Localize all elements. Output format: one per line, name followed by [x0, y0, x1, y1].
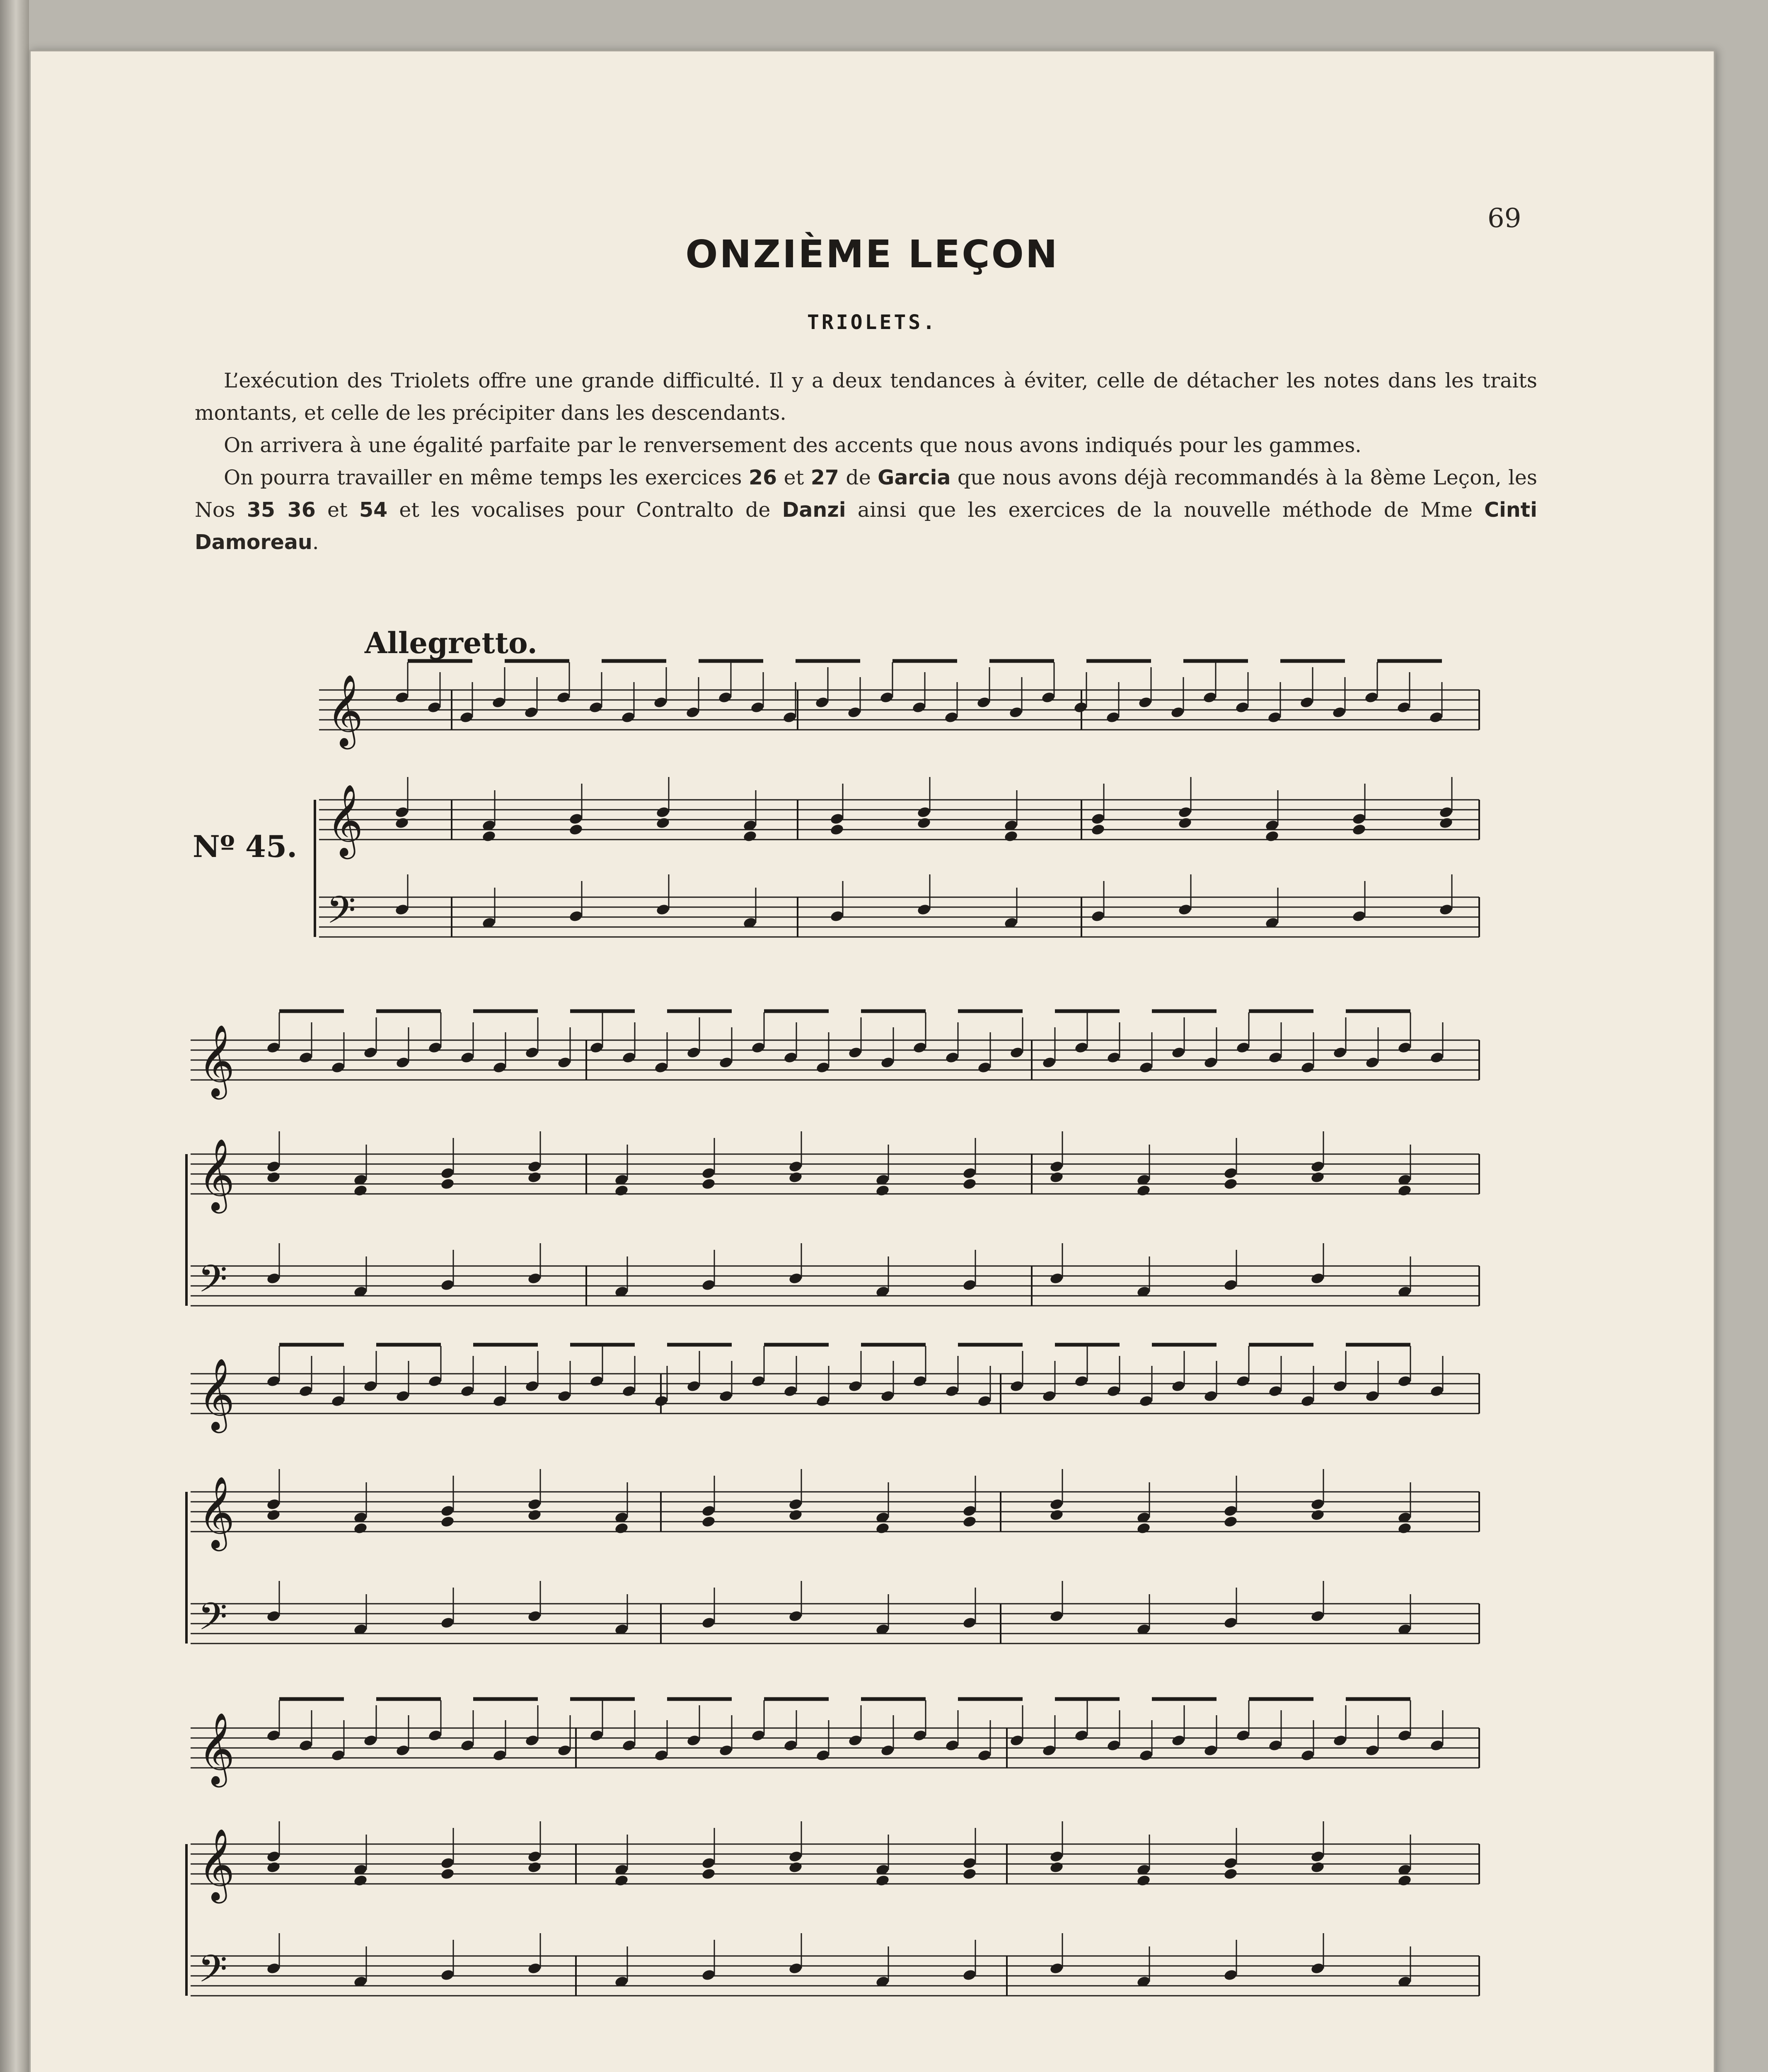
note-head	[788, 1171, 803, 1184]
note-head	[527, 1509, 542, 1522]
note-head	[353, 1522, 368, 1535]
author-danzi: Danzi	[782, 498, 846, 522]
exercise-ref-54: 54	[359, 498, 388, 522]
note-head	[614, 1184, 629, 1197]
note-head	[614, 1522, 629, 1535]
note-head	[788, 1861, 803, 1874]
treble-clef: 𝄞	[327, 674, 363, 746]
note-head	[743, 830, 757, 843]
note-head	[962, 1178, 977, 1191]
note-head	[1004, 830, 1018, 843]
treble-clef: 𝄞	[327, 784, 363, 856]
intro-paragraph-1: L’exécution des Triolets offre une grande difficulté. Il y a deux tendances à éviter, celle de détacher les notes dans les traits montants, et celle de les précipiter dans les descendants.	[195, 369, 1537, 425]
note-head	[875, 1874, 890, 1887]
note-head	[614, 1874, 629, 1887]
page-number: 69	[1487, 203, 1521, 234]
note-head	[440, 1515, 455, 1528]
note-head	[701, 1178, 716, 1191]
lesson-subtitle: TRIOLETS.	[807, 311, 938, 334]
score-page	[29, 50, 1715, 2072]
intro-paragraph-2: On arrivera à une égalité parfaite par le renversement des accents que nous avons indiqués pour les gammes.	[224, 433, 1362, 457]
note-head	[353, 1874, 368, 1887]
treble-clef: 𝄞	[198, 1476, 235, 1548]
author-cinti-damoreau: Cinti Damoreau	[195, 498, 1538, 554]
note-head	[875, 1522, 890, 1535]
note-head	[1136, 1184, 1151, 1197]
note-head	[1439, 817, 1454, 830]
bass-clef: 𝄢	[327, 888, 356, 941]
book-spine	[0, 0, 29, 2072]
note-head	[1091, 823, 1105, 836]
note-head	[917, 817, 931, 830]
note-head	[1223, 1868, 1238, 1881]
note-head	[962, 1868, 977, 1881]
note-head	[266, 1171, 281, 1184]
note-head	[353, 1184, 368, 1197]
note-head	[266, 1509, 281, 1522]
note-head	[1178, 817, 1192, 830]
note-head	[440, 1178, 455, 1191]
note-head	[527, 1861, 542, 1874]
intro-paragraph-3: On pourra travailler en même temps les exercices 26 et 27 de Garcia que nous avons déjà recommandés à la 8ème Leçon, les Nos 35 36 et 54 et les vocalises pour Contralto de Danzi ainsi que les exercices de la nouvelle méthode de Mme Cinti Damoreau.	[195, 466, 1538, 554]
note-head	[1310, 1861, 1325, 1874]
exercise-number: Nº 45.	[193, 829, 297, 864]
bass-clef: 𝄢	[198, 1257, 227, 1310]
note-head	[1310, 1509, 1325, 1522]
note-head	[440, 1868, 455, 1881]
note-head	[1397, 1184, 1412, 1197]
exercise-ref-27: 27	[810, 466, 839, 489]
note-head	[875, 1184, 890, 1197]
music-score	[29, 50, 1715, 2072]
note-head	[788, 1509, 803, 1522]
exercise-ref-26: 26	[748, 466, 777, 489]
exercise-ref-35-36: 35 36	[247, 498, 316, 522]
note-head	[655, 817, 670, 830]
note-head	[1049, 1509, 1064, 1522]
treble-clef: 𝄞	[198, 1828, 235, 1900]
note-head	[1136, 1874, 1151, 1887]
note-head	[1397, 1522, 1412, 1535]
note-head	[1049, 1171, 1064, 1184]
note-head	[481, 830, 496, 843]
note-head	[701, 1868, 716, 1881]
note-head	[1352, 823, 1367, 836]
treble-clef: 𝄞	[198, 1024, 235, 1097]
note-head	[1136, 1522, 1151, 1535]
note-head	[266, 1861, 281, 1874]
author-garcia: Garcia	[878, 466, 951, 489]
note-head	[1265, 830, 1279, 843]
note-head	[701, 1515, 716, 1528]
note-head	[527, 1171, 542, 1184]
note-head	[568, 823, 583, 836]
bass-clef: 𝄢	[198, 1595, 227, 1648]
tempo-marking: Allegretto.	[365, 626, 537, 660]
treble-clef: 𝄞	[198, 1358, 235, 1430]
lesson-title: ONZIÈME LEÇON	[685, 232, 1059, 276]
bass-clef: 𝄢	[198, 1947, 227, 2000]
treble-clef: 𝄞	[198, 1712, 235, 1784]
note-head	[1223, 1178, 1238, 1191]
treble-clef: 𝄞	[198, 1138, 235, 1210]
note-head	[1310, 1171, 1325, 1184]
note-head	[1223, 1515, 1238, 1528]
note-head	[830, 823, 844, 836]
note-head	[1049, 1861, 1064, 1874]
note-head	[394, 817, 409, 830]
note-head	[1397, 1874, 1412, 1887]
note-head	[962, 1515, 977, 1528]
